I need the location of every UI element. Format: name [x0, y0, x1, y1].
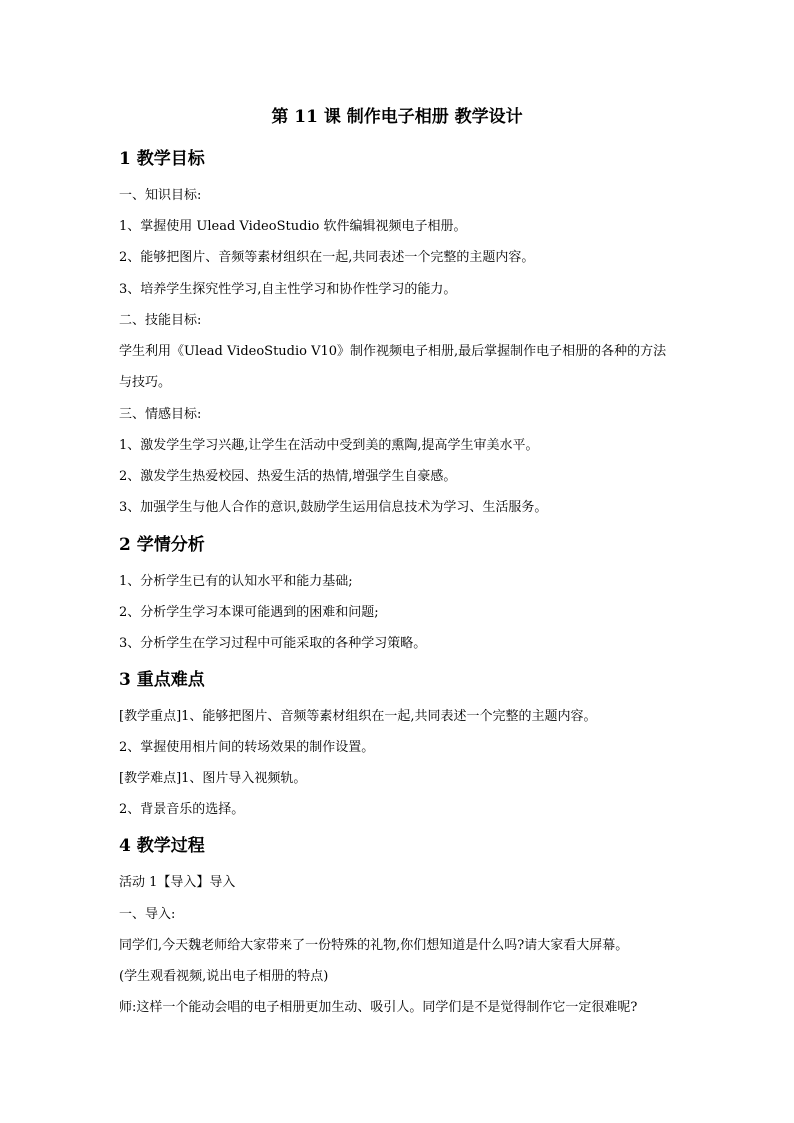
paragraph-knowledge-2: 2、能够把图片、音频等素材组织在一起,共同表述一个完整的主题内容。	[119, 250, 535, 265]
paragraph-knowledge-label: 一、知识目标:	[119, 188, 202, 203]
page-title: 第 11 课 制作电子相册 教学设计	[271, 107, 523, 127]
paragraph-intro-label: 一、导入:	[119, 907, 176, 922]
paragraph-skill-line-1: 学生利用《Ulead VideoStudio V10》制作视频电子相册,最后掌握制作电子相册的各种的方法	[119, 344, 667, 359]
paragraph-emotion-label: 三、情感目标:	[119, 407, 202, 422]
paragraph-process-2: (学生观看视频,说出电子相册的特点)	[119, 969, 329, 984]
paragraph-analysis-1: 1、分析学生已有的认知水平和能力基础;	[119, 574, 353, 589]
section-heading-key-points: 3 重点难点	[119, 670, 205, 690]
paragraph-key-2: 2、掌握使用相片间的转场效果的制作设置。	[119, 740, 375, 755]
section-heading-process: 4 教学过程	[119, 836, 205, 856]
paragraph-process-3: 师:这样一个能动会唱的电子相册更加生动、吸引人。同学们是不是觉得制作它一定很难呢?	[119, 1000, 638, 1015]
paragraph-key-1: [教学重点]1、能够把图片、音频等素材组织在一起,共同表述一个完整的主题内容。	[119, 709, 597, 724]
paragraph-knowledge-3: 3、培养学生探究性学习,自主性学习和协作性学习的能力。	[119, 282, 457, 297]
section-heading-analysis: 2 学情分析	[119, 535, 205, 555]
paragraph-analysis-3: 3、分析学生在学习过程中可能采取的各种学习策略。	[119, 636, 427, 651]
paragraph-process-1: 同学们,今天魏老师给大家带来了一份特殊的礼物,你们想知道是什么吗?请大家看大屏幕。	[119, 938, 629, 953]
paragraph-skill-line-2: 与技巧。	[119, 375, 172, 390]
paragraph-emotion-1: 1、激发学生学习兴趣,让学生在活动中受到美的熏陶,提高学生审美水平。	[119, 438, 539, 453]
paragraph-difficult-2: 2、背景音乐的选择。	[119, 802, 245, 817]
paragraph-emotion-3: 3、加强学生与他人合作的意识,鼓励学生运用信息技术为学习、生活服务。	[119, 500, 548, 515]
paragraph-difficult-1: [教学难点]1、图片导入视频轨。	[119, 771, 307, 786]
paragraph-skill-label: 二、技能目标:	[119, 313, 202, 328]
paragraph-activity-1: 活动 1【导入】导入	[119, 875, 236, 890]
paragraph-knowledge-1: 1、掌握使用 Ulead VideoStudio 软件编辑视频电子相册。	[119, 219, 467, 234]
paragraph-analysis-2: 2、分析学生学习本课可能遇到的困难和问题;	[119, 605, 379, 620]
paragraph-emotion-2: 2、激发学生热爱校园、热爱生活的热情,增强学生自豪感。	[119, 469, 457, 484]
section-heading-objectives: 1 教学目标	[119, 149, 205, 169]
